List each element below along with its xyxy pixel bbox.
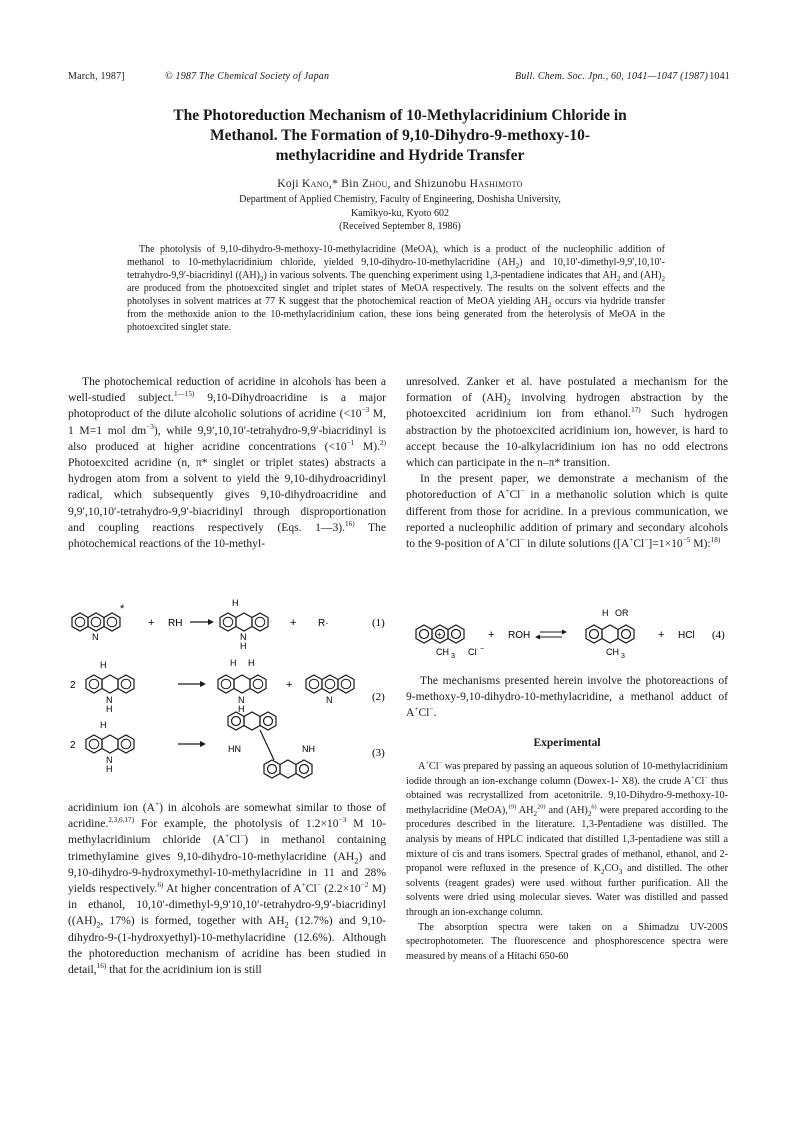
eq-atom: H <box>232 598 239 608</box>
author-list <box>100 178 700 190</box>
text-span: + <box>691 774 695 782</box>
abstract-text: ) in various solvents. The quenching experiment using 1,3-pentadiene indicates that AH <box>263 270 617 281</box>
body-paragraph-right <box>406 374 728 552</box>
subscript: 2 <box>616 275 621 283</box>
text-span: −5 <box>682 536 691 545</box>
text-span: Cl <box>509 537 521 551</box>
eq-reagent: RH <box>168 618 183 629</box>
text-span: NH <box>302 744 315 754</box>
text-span: − <box>429 705 434 714</box>
text-span: + <box>301 881 306 890</box>
text-span: −2 <box>360 881 369 890</box>
paragraph <box>406 374 728 471</box>
text-span: CH <box>436 647 449 657</box>
text-span: Cl <box>305 882 317 896</box>
text-span: 2) <box>380 438 386 447</box>
text-span: + <box>505 536 510 545</box>
text-span: + <box>414 705 419 714</box>
text-span: Cl <box>694 775 705 787</box>
text-span: ), while 9,9′,10,10′-tetrahydro-9,9′-biacridinyl is also produced at higher acridine concentrations (<10 <box>68 423 386 453</box>
text-span: thus obtained was recrystallized from acetonitrile. 9,10-Dihydro-9-methoxy-10-methylacridine (MeOA), <box>406 775 728 816</box>
text-span: 2 <box>96 920 101 930</box>
text-span: 18) <box>710 536 721 545</box>
eq-plus: + <box>437 630 442 639</box>
text-span: 6) <box>591 803 597 811</box>
paragraph: The absorption spectra were taken on a Shimadzu UV-200S spectrophotometer. The fluorescence and phosphorescence spectra were measured by means of a Hitachi 650-60 <box>406 921 728 962</box>
body-paragraph-mechanisms <box>406 673 728 722</box>
subscript: 2 <box>259 275 264 283</box>
text-span: − <box>704 774 708 782</box>
text-span: 2 <box>70 740 76 751</box>
abstract-text: are produced from the photoexcited singlet and triplet states of MeOA respectively. The results on the solvent effects and the photolyses in solvent matrices at 77 K suggest that the photochemical reaction of MeOA yielding AH <box>127 283 665 307</box>
text-span: H <box>248 658 255 668</box>
author-given: Koji <box>277 178 303 190</box>
text-span: + <box>286 679 293 691</box>
text-span: and distilled. The other solvents (reagent grades) were used without further purification. All the solvents were dried using molecular sieves. Water was distilled and passed through an ion-exchange column. <box>406 863 728 918</box>
author-family: Kano <box>302 178 329 190</box>
text-span: − <box>644 536 649 545</box>
received-date: (Received September 8, 1986) <box>339 221 461 232</box>
text-span: −3 <box>361 406 370 415</box>
running-header <box>68 71 730 85</box>
text-span: 2 <box>354 855 359 865</box>
eq-number: (4) <box>712 629 725 641</box>
text-span: 17) <box>631 406 641 415</box>
paragraph <box>68 800 386 978</box>
text-span: , 17%) is formed, together with AH <box>100 914 285 928</box>
eq-product: R· <box>318 618 329 629</box>
abstract-text: occurs via hydride transfer from the methoxide anion to the 10-methylacridinium cation, these ions being generated from the heterolysis of MeOA in the photoexcited singlet state. <box>127 296 665 333</box>
affiliation-line: Kamikyo-ku, Kyoto 602 <box>350 207 450 219</box>
issue-date: March, 1987] <box>68 71 125 82</box>
author-mark: ,* <box>328 178 342 190</box>
text-span: Photoexcited acridine (n, π* singlet or triplet states) abstracts a hydrogen atom from a solvent to yield the 9,10-dihydroacridinyl radical, which subsequently gives 9,10-dihydroacridine and 9,9′,10,10′-tetrahydro-9,9′-biacridinyl through disproportionation and coupling reactions respectively (Eqs. 1—3). <box>68 456 386 534</box>
text-span: M) in ethanol, 10,10′-dimethyl-9,9′10,10′-tetrahydro-9,9′-biacridinyl ((AH) <box>68 882 387 928</box>
text-span: 16) <box>96 962 107 971</box>
text-span: −3 <box>146 422 154 431</box>
text-span: N <box>326 695 333 705</box>
text-span: The photochemical reduction of acridine in alcohols has been a well-studied subject. <box>68 375 386 405</box>
affiliation-line: Department of Applied Chemistry, Faculty of Engineering, Doshisha University, <box>239 194 561 205</box>
eq3 <box>70 712 385 778</box>
text-span: − <box>520 536 525 545</box>
text-span: 6) <box>157 881 164 890</box>
text-span: 2,3,6,17) <box>108 816 134 825</box>
text-span: 2 <box>533 809 538 818</box>
text-span: M). <box>354 439 380 453</box>
text-span: ) in alcohols are somewhat similar to those of acridine. <box>68 801 386 831</box>
paragraph <box>406 760 728 921</box>
text-span: M 10-methylacridinium chloride (A <box>68 817 386 847</box>
eq-number: (1) <box>372 617 385 629</box>
text-span: 9,10-Dihydroacridine is a major photoproduct of the dilute alcoholic solutions of acridine (<10 <box>68 391 386 421</box>
abstract-text: The photolysis of 9,10-dihydro-9-methoxy-10-methylacridine (MeOA), which is a product of the nucleophilic addition of methanol to 10-methylacridinium chloride, yielded 9,10-dihydro-10-methylacridine (AH <box>127 244 665 268</box>
text-span: ]=1×10 <box>648 537 683 551</box>
title-line: The Photoreduction Mechanism of 10-Methylacridinium Chloride in <box>173 107 627 124</box>
eq-atom: N <box>92 632 99 642</box>
text-span: H <box>238 704 245 714</box>
text-span: M, 1 M=1 mol dm <box>68 407 386 437</box>
text-span: acridinium ion (A <box>68 801 155 814</box>
paper-title <box>100 106 700 166</box>
text-span: Cl <box>428 761 439 772</box>
text-span: Cl <box>229 833 241 847</box>
text-span: H <box>106 704 113 714</box>
section-heading-experimental: Experimental <box>533 737 601 749</box>
copyright-notice: © 1987 The Chemical Society of Japan <box>165 71 330 82</box>
eq-atom: N <box>240 632 247 642</box>
text-span: −1 <box>346 438 355 447</box>
eq2 <box>70 658 385 714</box>
text-span: + <box>225 832 230 841</box>
text-span: Cl <box>418 706 430 720</box>
text-span: H <box>106 764 113 774</box>
svg-text:−: − <box>480 646 485 653</box>
experimental-section <box>406 760 728 964</box>
text-span: unresolved. Zanker et al. have postulated a mechanism for the formation of (AH) <box>406 375 728 405</box>
author-family: Zhou <box>362 178 388 190</box>
text-span: A <box>418 761 426 772</box>
author-family: Hashimoto <box>469 178 523 190</box>
eq-plus: + <box>148 617 155 629</box>
eq-star: * <box>120 603 125 615</box>
text-span: In the present paper, we demonstrate a mechanism of the photoreduction of A <box>406 472 728 502</box>
text-span: (12.7%) and 9,10-dihydro-9-(1-hydroxyethyl)-10-methylacridine (12.6%). Although the photoreduction mechanism of acridine has been studied in detail, <box>68 914 386 977</box>
text-span: AH <box>516 804 534 816</box>
text-span: CH <box>606 647 619 657</box>
eq1 <box>72 598 385 651</box>
text-span: ) in methanol containing trimethylamine gives 9,10-dihydro-10-methylacridine (AH <box>68 833 386 863</box>
text-span: − <box>316 881 321 890</box>
text-span: HN <box>228 744 241 754</box>
text-span: − <box>520 487 525 496</box>
reaction-scheme-4 <box>406 604 732 668</box>
subscript: 2 <box>661 275 665 283</box>
text-span: ROH <box>508 630 531 641</box>
text-span: + <box>488 629 495 641</box>
text-span: H <box>100 720 107 730</box>
eq-number: (3) <box>372 747 385 759</box>
subscript: 2 <box>515 262 520 270</box>
text-span: 2 <box>587 809 592 818</box>
text-span: involving hydrogen abstraction by the photoexcited acridinium ion from ethanol. <box>406 391 728 421</box>
text-span: 3 <box>451 653 455 660</box>
text-span: HCl <box>678 630 695 641</box>
body-paragraph-acridinium <box>68 800 386 978</box>
paragraph <box>68 374 386 552</box>
paragraph <box>406 471 728 552</box>
reaction-scheme-1-3 <box>66 592 394 798</box>
author-given: Shizunobu <box>414 178 470 190</box>
text-span: ) and 9,10-dihydro-9-hydroxymethyl-10-methylacridine in 11 and 28% yields respectively. <box>68 849 387 896</box>
affiliation <box>100 193 700 234</box>
text-span: − <box>240 832 245 841</box>
text-span: Cl <box>633 537 645 551</box>
journal-citation: Bull. Chem. Soc. Jpn., 60, 1041—1047 (1987) <box>515 71 709 82</box>
text-span: were prepared according to the procedures described in the literature. 1,3-Pentadiene was distilled. The analysis by means of HPLC indicated that distilled 1,3-pentadiene was still a mixture of cis and trans isomers. Spectral grades of methanol, ethanol, and 2-propanol were refluxed in the presence of K <box>406 804 728 875</box>
subscript: 2 <box>548 301 552 309</box>
text-span: CO <box>604 863 619 875</box>
text-span: 2 <box>284 920 289 930</box>
text-span: 2 <box>601 868 605 877</box>
text-span: Cl <box>468 647 477 657</box>
title-line: Methanol. The Formation of 9,10-Dihydro-9-methoxy-10- <box>209 127 590 144</box>
text-span: in dilute solutions ([A <box>524 537 630 551</box>
paragraph <box>406 673 728 722</box>
text-span: At higher concentration of A <box>163 882 302 896</box>
text-span: N <box>106 695 113 705</box>
text-span: N <box>238 695 245 705</box>
text-span: + <box>658 629 665 641</box>
text-span: H <box>602 608 609 618</box>
text-span: 19) <box>507 803 517 811</box>
eq-atom: H <box>240 641 247 651</box>
title-line: methylacridine and Hydride Transfer <box>275 147 525 164</box>
text-span: + <box>629 536 634 545</box>
eq-number: (2) <box>372 691 385 703</box>
text-span: 20) <box>537 803 546 811</box>
text-span: and (AH) <box>545 804 588 816</box>
eq-plus: + <box>290 617 297 629</box>
text-span: 2 <box>70 680 76 691</box>
abstract <box>127 243 665 334</box>
text-span: was prepared by passing an aqueous solution of 10-methylacridinium iodide through an ion-exchange column (Dowex-1- X8). the crude A <box>406 761 728 787</box>
text-span: in a methanolic solution which is quite different from those for acridine. In a previous communication, we reported a nucleophilic addition of primary and secondary alcohols to the 9-position of A <box>406 488 728 551</box>
text-span: N <box>106 755 113 765</box>
text-span: The photochemical reactions of the 10-methyl- <box>68 520 386 551</box>
text-span: For example, the photolysis of 1.2×10 <box>134 817 339 831</box>
page-number: 1041 <box>709 71 730 82</box>
text-span: −3 <box>338 816 347 825</box>
body-paragraph-intro <box>68 374 386 552</box>
text-span: + <box>155 800 160 809</box>
text-span: + <box>425 759 429 767</box>
text-span: H <box>100 660 107 670</box>
text-span: + <box>505 487 510 496</box>
text-span: 16) <box>345 519 355 528</box>
author-sep: , and <box>387 178 415 190</box>
text-span: . <box>433 706 437 720</box>
abstract-text: and (AH) <box>620 270 662 281</box>
text-span: Cl <box>509 488 521 502</box>
abstract-text: ) and 10,10′-dimethyl-9,9′,10,10′-tetrahydro-9,9′-biacridinyl ((AH) <box>127 257 665 281</box>
text-span: 3 <box>618 868 623 877</box>
text-span: OR <box>615 608 629 618</box>
text-span: (2.2×10 <box>320 882 361 896</box>
text-span: M): <box>690 537 711 551</box>
text-span: − <box>438 759 443 767</box>
text-span: 2 <box>506 397 511 407</box>
text-span: 3 <box>621 653 625 660</box>
text-span: H <box>230 658 237 668</box>
author-given: Bin <box>341 178 362 190</box>
text-span: that for the acridinium ion is still <box>106 963 262 977</box>
text-span: 1—15) <box>173 390 195 399</box>
text-span: Such hydrogen abstraction by the photoexcited acridinium ion, however, is hard to accept because the 10-alkylacridinium ion has no odd electrons which can participate in the n–π* transition. <box>406 407 728 470</box>
text-span: The mechanisms presented herein involve the photoreactions of 9-methoxy-9,10-dihydro-10-methylacridine, a methanol adduct of A <box>406 674 728 720</box>
